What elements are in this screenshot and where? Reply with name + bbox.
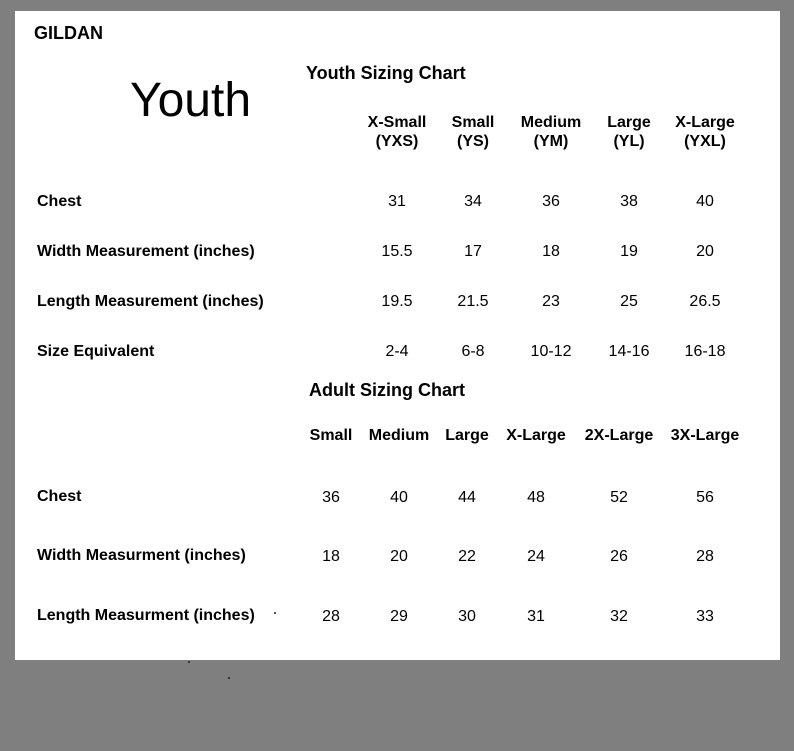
adult-col-3xlarge: 3X-Large xyxy=(670,427,740,444)
adult-chart-title: Adult Sizing Chart xyxy=(309,380,465,400)
youth-row-label-size-equivalent: Size Equivalent xyxy=(37,343,155,360)
youth-cell: 10-12 xyxy=(530,343,572,360)
youth-cell: 2-4 xyxy=(385,343,409,360)
youth-col-small xyxy=(452,113,495,151)
youth-cell: 26.5 xyxy=(689,293,721,310)
youth-row-label-chest: Chest xyxy=(37,193,82,210)
adult-cell: 40 xyxy=(390,489,408,506)
youth-cell: 16-18 xyxy=(684,343,726,360)
adult-cell: 48 xyxy=(527,489,545,506)
adult-col-large: Large xyxy=(445,427,489,444)
youth-cell: 21.5 xyxy=(457,293,489,310)
youth-col-name: Large xyxy=(607,114,651,131)
youth-col-name: Medium xyxy=(520,114,582,131)
adult-cell: 44 xyxy=(458,489,476,506)
youth-cell: 40 xyxy=(696,193,714,210)
youth-col-code: (YM) xyxy=(533,133,569,150)
adult-col-2xlarge: 2X-Large xyxy=(584,427,654,444)
adult-row-label-width: Width Measurment (inches) xyxy=(37,547,246,564)
youth-chart-title: Youth Sizing Chart xyxy=(306,63,466,83)
adult-row-label-chest: Chest xyxy=(37,488,82,505)
adult-cell: 22 xyxy=(458,548,476,565)
adult-cell: 56 xyxy=(696,489,714,506)
youth-cell: 20 xyxy=(696,243,714,260)
adult-cell: 30 xyxy=(458,608,476,625)
youth-cell: 6-8 xyxy=(461,343,485,360)
youth-col-xsmall xyxy=(368,113,427,151)
youth-cell: 34 xyxy=(464,193,482,210)
brand-label: GILDAN xyxy=(34,23,103,43)
stray-dot xyxy=(228,677,230,679)
youth-col-code: (YXS) xyxy=(375,133,419,150)
adult-cell: 52 xyxy=(610,489,628,506)
adult-row-label-length: Length Measurment (inches) xyxy=(37,607,255,624)
adult-cell: 24 xyxy=(527,548,545,565)
youth-col-large xyxy=(607,113,651,151)
youth-col-xlarge xyxy=(675,113,735,151)
adult-col-medium: Medium xyxy=(368,427,430,444)
adult-cell: 31 xyxy=(527,608,545,625)
adult-cell: 18 xyxy=(322,548,340,565)
adult-cell: 20 xyxy=(390,548,408,565)
youth-cell: 19 xyxy=(620,243,638,260)
youth-cell: 17 xyxy=(464,243,482,260)
youth-cell: 15.5 xyxy=(381,243,413,260)
stray-dot xyxy=(188,661,190,663)
youth-row-label-length: Length Measurement (inches) xyxy=(37,293,264,310)
youth-col-code: (YS) xyxy=(457,133,489,150)
youth-col-name: Small xyxy=(451,114,495,131)
adult-cell: 26 xyxy=(610,548,628,565)
youth-cell: 38 xyxy=(620,193,638,210)
adult-cell: 33 xyxy=(696,608,714,625)
youth-col-code: (YL) xyxy=(613,133,645,150)
youth-col-code: (YXL) xyxy=(684,133,726,150)
adult-col-small: Small xyxy=(309,427,353,444)
youth-cell: 23 xyxy=(542,293,560,310)
youth-cell: 31 xyxy=(388,193,406,210)
youth-row-label-width: Width Measurement (inches) xyxy=(37,243,255,260)
youth-cell: 19.5 xyxy=(381,293,413,310)
size-chart-sheet xyxy=(15,11,780,660)
youth-col-medium xyxy=(521,113,581,151)
youth-col-name: X-Large xyxy=(675,114,735,131)
stray-dot xyxy=(274,612,276,614)
youth-cell: 18 xyxy=(542,243,560,260)
adult-cell: 28 xyxy=(696,548,714,565)
youth-col-name: X-Small xyxy=(367,114,427,131)
adult-cell: 36 xyxy=(322,489,340,506)
adult-cell: 28 xyxy=(322,608,340,625)
adult-col-xlarge: X-Large xyxy=(506,427,566,444)
youth-cell: 25 xyxy=(620,293,638,310)
youth-cell: 14-16 xyxy=(608,343,650,360)
youth-big-label: Youth xyxy=(130,74,252,127)
youth-cell: 36 xyxy=(542,193,560,210)
adult-cell: 32 xyxy=(610,608,628,625)
adult-cell: 29 xyxy=(390,608,408,625)
